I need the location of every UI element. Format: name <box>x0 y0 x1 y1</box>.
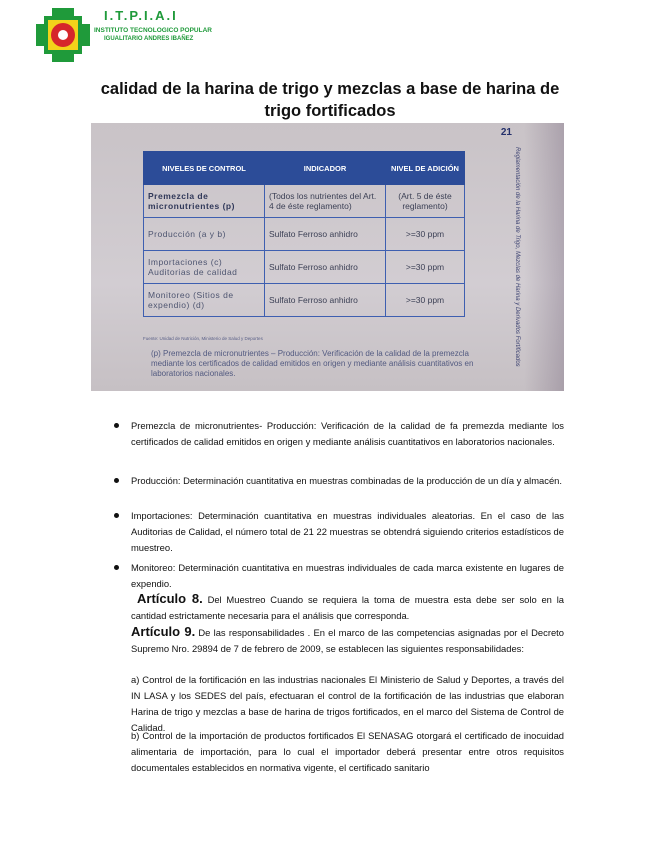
article-9-text: De las responsabilidades . En el marco de las competencias asignadas por el Decreto Supremo Nro. 29894 de 7 de febrero de 2009, se establecen las siguientes responsabilidades: <box>131 627 564 654</box>
regulation-photo <box>91 123 564 391</box>
control-levels-table <box>143 151 465 317</box>
table-row <box>144 185 465 218</box>
table-cell: >=30 ppm <box>386 284 465 317</box>
table-header: INDICADOR <box>265 152 386 185</box>
article-9-item-b: b) Control de la importación de productos fortificados El SENASAG otorgará el certificado de inocuidad alimentaria de importación, para lo cual el importador deberá presentar entre otros requisitos documentales establecidos en normativa vigente, el certificado sanitario <box>131 730 564 773</box>
org-name: I.T.P.I.A.I <box>104 8 178 23</box>
org-subtitle-line2: IGUALITARIO ANDRES IBAÑEZ <box>104 36 194 42</box>
table-cell: Sulfato Ferroso anhidro <box>265 218 386 251</box>
article-9-heading: Artículo 9. <box>131 624 196 639</box>
article-8-heading: Artículo 8. <box>137 591 203 606</box>
table-row <box>144 251 465 284</box>
table-row <box>144 218 465 251</box>
table-cell: (Art. 5 de éste reglamento) <box>386 185 465 218</box>
table-header: NIVELES DE CONTROL <box>144 152 265 185</box>
institute-logo <box>34 6 92 64</box>
table-cell: Importaciones (c) Auditorias de calidad <box>144 251 265 284</box>
table-header: NIVEL DE ADICIÓN <box>386 152 465 185</box>
table-cell: Producción (a y b) <box>144 218 265 251</box>
org-subtitle-line1: INSTITUTO TECNOLOGICO POPULAR <box>94 27 212 34</box>
article-8 <box>131 591 564 624</box>
table-cell: Monitoreo (Sitios de expendio) (d) <box>144 284 265 317</box>
photo-side-text: Reglamentación de la Harina de Trigo, Mezclas de Harina y Derivados Fortificados <box>514 147 520 367</box>
table-cell: (Todos los nutrientes del Art. 4 de éste reglamento) <box>265 185 386 218</box>
photo-page-number: 21 <box>500 127 512 138</box>
table-cell: Sulfato Ferroso anhidro <box>265 251 386 284</box>
table-row <box>144 284 465 317</box>
photo-paragraph: (p) Premezcla de micronutrientes – Producción: Verificación de la calidad de la premezcla mediante los certificados de calidad emitidos en origen y mediante análisis cuantitativos en laboratorios nacionales. <box>151 349 474 378</box>
photo-footnote: Fuente: Unidad de Nutrición, Ministerio de Salud y Deportes <box>143 336 263 341</box>
table-cell: Premezcla de micronutrientes (p) <box>144 185 265 218</box>
bullet-icon <box>114 423 119 428</box>
table-cell: Sulfato Ferroso anhidro <box>265 284 386 317</box>
bullet-icon <box>114 478 119 483</box>
bullet-icon <box>114 513 119 518</box>
list-item: Premezcla de micronutrientes- Producción: Verificación de la calidad de fa premezda mediante los certificados de calidad emitidos en origen y mediante análisis cuantitativos en laboratorios nacionales. <box>131 420 564 447</box>
bullet-icon <box>114 565 119 570</box>
table-cell: >=30 ppm <box>386 251 465 284</box>
list-item: Producción: Determinación cuantitativa en muestras combinadas de la producción de un día y almacén. <box>131 475 562 486</box>
article-8-text: Del Muestreo Cuando se requiera la toma de muestra esta debe ser solo en la cantidad estrictamente necesaria para el análisis que corresponda. <box>131 594 564 621</box>
article-9 <box>131 624 564 657</box>
table-cell: >=30 ppm <box>386 218 465 251</box>
article-9-item-a: a) Control de la fortificación en las industrias nacionales El Ministerio de Salud y Deportes, a través del IN LASA y los SEDES del país, efectuaran el control de la fortificación de las industrias que elaboran Harina de trigo y mezclas a base de harina de trigos fortificados, en el marco del Sistema de Control de Calidad. <box>131 674 564 733</box>
list-item: Monitoreo: Determinación cuantitativa en muestras individuales de cada marca existente en lugares de expendio. <box>131 562 564 589</box>
page-title: calidad de la harina de trigo y mezclas a base de harina de trigo fortificados <box>100 80 560 120</box>
list-item: Importaciones: Determinación cuantitativa en muestras individuales aleatorias. En el caso de las Auditorias de Calidad, el número total de 21 22 muestras se obtendrá siguiendo criterios estadísticos de muestreo. <box>131 510 564 553</box>
